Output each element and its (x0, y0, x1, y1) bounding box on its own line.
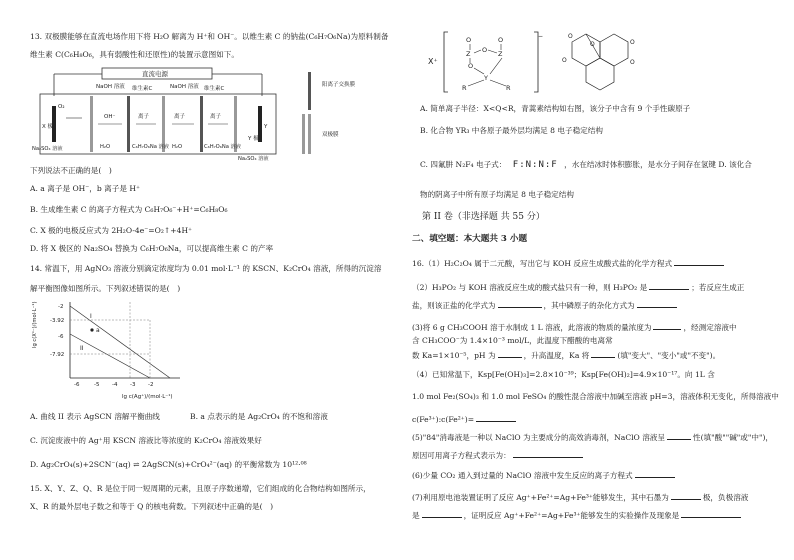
answer-blank-10[interactable] (513, 450, 583, 458)
q15-option-a[interactable]: A. 简单离子半径：X<Q<R，青蒿素结构如右图，该分子中含有 9 个手性碳原子 (420, 104, 691, 113)
section-title: 第 II 卷（非选择题 共 55 分） (422, 212, 545, 222)
structure-atom-o3: O (482, 46, 488, 54)
power-supply-label: 直流电源 (142, 70, 168, 78)
q16-line9: c(Fe³⁺):c(Fe²⁺)= (412, 414, 516, 424)
cation-membrane-1 (127, 96, 130, 152)
solubility-graph (30, 298, 200, 402)
top-label-2: 维生素C (132, 86, 153, 92)
q15-option-b[interactable]: B. 化合物 YR₃ 中各原子最外层均满足 8 电子稳定结构 (420, 126, 603, 135)
y-tick-4: -7.92 (50, 352, 65, 358)
x-axis-label: lg c(Ag⁺)/(mol·L⁻¹) (122, 394, 173, 400)
bottom-label-2: H₂O (100, 144, 111, 150)
q14-stem-line1: 14. 常温下，用 AgNO₃ 溶液分别滴定浓度均为 0.01 mol·L⁻¹ 的 KSCN、K₂CrO₄ 溶液，所得的沉淀溶 (30, 264, 382, 273)
artemisinin-o4: O (630, 59, 635, 66)
legend-bipolar-membrane-a (302, 114, 305, 154)
q13-ask: 下列说法不正确的是( ) (30, 166, 112, 175)
answer-blank-13[interactable] (422, 510, 462, 518)
bipolar-membrane-1 (90, 96, 93, 152)
q16-line2: （2）H₃PO₂ 与 KOH 溶液反应生成的酸式盐只有一种，则 H₃PO₂ 是 ；若反应生成正 (412, 283, 745, 292)
curve-2-label: II (80, 345, 84, 352)
ion-label-4: 离子 (210, 114, 222, 120)
x-tick-1: -6 (74, 382, 80, 388)
bottom-label-5: C₆H₇O₆Na 溶液 (204, 144, 241, 150)
q14-option-d[interactable]: D. Ag₂CrO₄(s)+2SCN⁻(aq) ⇌ 2AgSCN(s)+CrO₄²⁻(aq) 的平衡常数为 10¹²·⁰⁸ (30, 460, 307, 469)
q14-option-b[interactable]: B. a 点表示的是 Ag₂CrO₄ 的不饱和溶液 (190, 412, 328, 421)
y-tick-1: -2 (58, 304, 64, 310)
cation-membrane-2 (200, 96, 203, 152)
answer-blank-8[interactable] (476, 414, 516, 422)
bottom-label-4: H₂O (172, 144, 183, 150)
q15-option-c-text1: C. 四氟肼 N₂F₄ 电子式： (420, 160, 507, 169)
structure-atom-o1: O (466, 36, 472, 44)
legend-cation-label: 阳离子交换膜 (322, 82, 356, 88)
q13-option-c[interactable]: C. X 极的电极反应式为 2H₂O-4e⁻=O₂↑+4H⁺ (30, 226, 193, 235)
q16-line6: 数 Ka=1×10⁻⁵，pH 为 ，升高温度，Ka 将 (填"变大"、"变小"或"不变")。 (412, 351, 721, 360)
answer-blank-4[interactable] (637, 300, 677, 308)
x-tick-4: -3 (130, 382, 136, 388)
point-a-label: a (96, 327, 100, 334)
top-label-3: NaOH 溶液 (170, 84, 199, 90)
q13-option-b[interactable]: B. 生成维生素 C 的离子方程式为 C₆H₇O₆⁻+H⁺=C₆H₈O₆ (30, 205, 228, 214)
curve-1-label: I (90, 313, 92, 320)
n2f4-electron-formula: F:N:N:F (512, 160, 558, 170)
ion-label-2: 离子 (138, 114, 150, 120)
ion-label-1: OH⁻ (104, 114, 116, 120)
q14-option-c[interactable]: C. 沉淀废液中的 Ag⁺用 KSCN 溶液比等浓度的 K₂CrO₄ 溶液效果好 (30, 436, 262, 445)
structure-atom-r2: R (506, 84, 511, 92)
structure-atom-o2: O (498, 36, 504, 44)
part-title: 二、填空题：本大题共 3 小题 (412, 234, 528, 244)
q16-line7: （4）已知常温下，Ksp[Fe(OH)₃]=2.8×10⁻³⁹；Ksp[Fe(OH)₂]=4.9×10⁻¹⁷。向 1L 含 (412, 370, 715, 379)
q16-line5: 含 CH₃COO⁻为 1.4×10⁻³ mol/L，此温度下醋酸的电离常 (412, 336, 613, 345)
q15-stem-line2: X、R 的最外层电子数之和等于 Q 的核电荷数。下列叙述中正确的是( ) (30, 502, 274, 511)
x-tick-5: -2 (148, 382, 154, 388)
y-axis-label: lg c(Xⁿ⁻)/(mol·L⁻¹) (32, 301, 38, 348)
q16-line1: 16.（1）H₂C₂O₄ 属于二元酸，写出它与 KOH 反应生成酸式盐的化学方程式 (412, 258, 724, 268)
q14-stem-line2: 解平衡图像如图所示。下列叙述错误的是( ) (30, 284, 181, 293)
x-tick-2: -5 (94, 382, 100, 388)
answer-blank-7[interactable] (591, 350, 615, 358)
q13-option-a[interactable]: A. a 离子是 OH⁻，b 离子是 H⁺ (30, 184, 140, 193)
answer-blank-11[interactable] (635, 470, 675, 478)
bottom-label-3: C₆H₇O₆Na 溶液 (132, 144, 169, 150)
q16-line3: 盐，则该正盐的化学式为 ，其中磷原子的杂化方式为 (412, 300, 677, 310)
answer-blank-9[interactable] (667, 432, 691, 440)
legend-bipolar-membrane-b (308, 114, 311, 154)
artemisinin-o1: O (568, 33, 573, 40)
q15-option-d[interactable]: 物的阴离子中所有原子均满足 8 电子稳定结构 (420, 190, 574, 199)
structure-atom-z1: Z (466, 50, 471, 58)
ion-label-3: 离子 (174, 114, 186, 120)
structure-atom-z2: Z (498, 50, 503, 58)
answer-blank-2[interactable] (649, 282, 689, 290)
top-label-4: 维生素C (204, 86, 225, 92)
electrolysis-diagram (32, 66, 392, 164)
artemisinin-o5: O (630, 39, 635, 46)
legend-bipolar-label: 双极膜 (322, 132, 339, 138)
q13-stem-line1: 13. 双极膜能够在直流电场作用下将 H₂O 解离为 H⁺和 OH⁻。以维生素 C 的钠盐(C₆H₇O₆Na)为原料制备 (30, 32, 389, 41)
answer-blank-3[interactable] (498, 300, 542, 308)
svg-text:−: − (538, 33, 544, 40)
q16-line11: 原因可用离子方程式表示为： (412, 450, 583, 460)
ion-label-y: Y (264, 124, 268, 130)
q15-option-c[interactable] (420, 160, 752, 171)
electrode-y-label: Y 极 (248, 136, 259, 142)
y-tick-2: -3.92 (50, 318, 65, 324)
ion-label-o2: O₂ (58, 104, 65, 110)
structure-atom-r1: R (462, 84, 467, 92)
q16-line12: (6)少量 CO₂ 通入到过量的 NaClO 溶液中发生反应的离子方程式 (412, 470, 675, 480)
artemisinin-o3: O (562, 57, 567, 64)
q14-option-a[interactable]: A. 曲线 II 表示 AgSCN 溶解平衡曲线 (30, 412, 160, 421)
q16-line10: (5)"84"消毒液是一种以 NaClO 为主要成分的高效消毒剂，NaClO 溶液呈 性(填"酸""碱"或"中")， (412, 433, 774, 442)
q16-line8: 1.0 mol Fe₂(SO₄)₃ 和 1.0 mol FeSO₄ 的酸性混合溶液中加碱至溶液 pH=3，溶液体积无变化，所得溶液中 (412, 392, 779, 401)
bottom-label-1: Na₂SO₄ 溶液 (32, 146, 63, 152)
point-a (90, 328, 93, 331)
electrode-x-label: X 极 (42, 124, 54, 130)
structure-atom-y: Y (484, 74, 488, 82)
answer-blank-1[interactable] (674, 258, 724, 266)
q13-option-d[interactable]: D. 将 X 极区的 Na₂SO₄ 替换为 C₆H₇O₆Na，可以提高维生素 C 的产率 (30, 244, 274, 253)
answer-blank-12[interactable] (671, 492, 701, 500)
structure-atom-o4: O (468, 62, 474, 70)
cation-label: X⁺ (428, 57, 438, 66)
q15-option-c-text2: ，水在结冰时体积膨胀，是水分子间存在氢键 D. 该化合 (564, 160, 752, 169)
top-label-1: NaOH 溶液 (96, 84, 125, 90)
compound-structure (422, 28, 722, 98)
x-tick-3: -4 (112, 382, 118, 388)
y-tick-3: -6 (58, 334, 64, 340)
q16-line14: 是 ，证明反应 Ag⁺+Fe²⁺=Ag+Fe³⁺能够发生的实验操作及现象是 (412, 510, 741, 520)
answer-blank-6[interactable] (498, 350, 522, 358)
answer-blank-14[interactable] (681, 510, 741, 518)
bottom-label-6: Na₂SO₄ 溶液 (238, 156, 269, 162)
q15-stem-line1: 15. X、Y、Z、Q、R 是位于同一短周期的元素，且原子序数递增，它们组成的化合物结构如图所示， (30, 484, 371, 493)
answer-blank-5[interactable] (653, 322, 681, 330)
legend-cation-membrane (308, 72, 311, 110)
q13-stem-line2: 维生素 C(C₆H₈O₆，具有弱酸性和还原性)的装置示意图如下。 (30, 50, 239, 59)
artemisinin-o2: O (590, 41, 595, 48)
q16-line4: (3)将 6 g CH₃COOH 溶于水制成 1 L 溶液，此溶液的物质的量浓度为 ，经测定溶液中 (412, 323, 737, 332)
q16-line13: (7)利用原电池装置证明了反应 Ag⁺+Fe²⁺=Ag+Fe³⁺能够发生，其中石墨为 极，负极溶液 (412, 493, 749, 502)
